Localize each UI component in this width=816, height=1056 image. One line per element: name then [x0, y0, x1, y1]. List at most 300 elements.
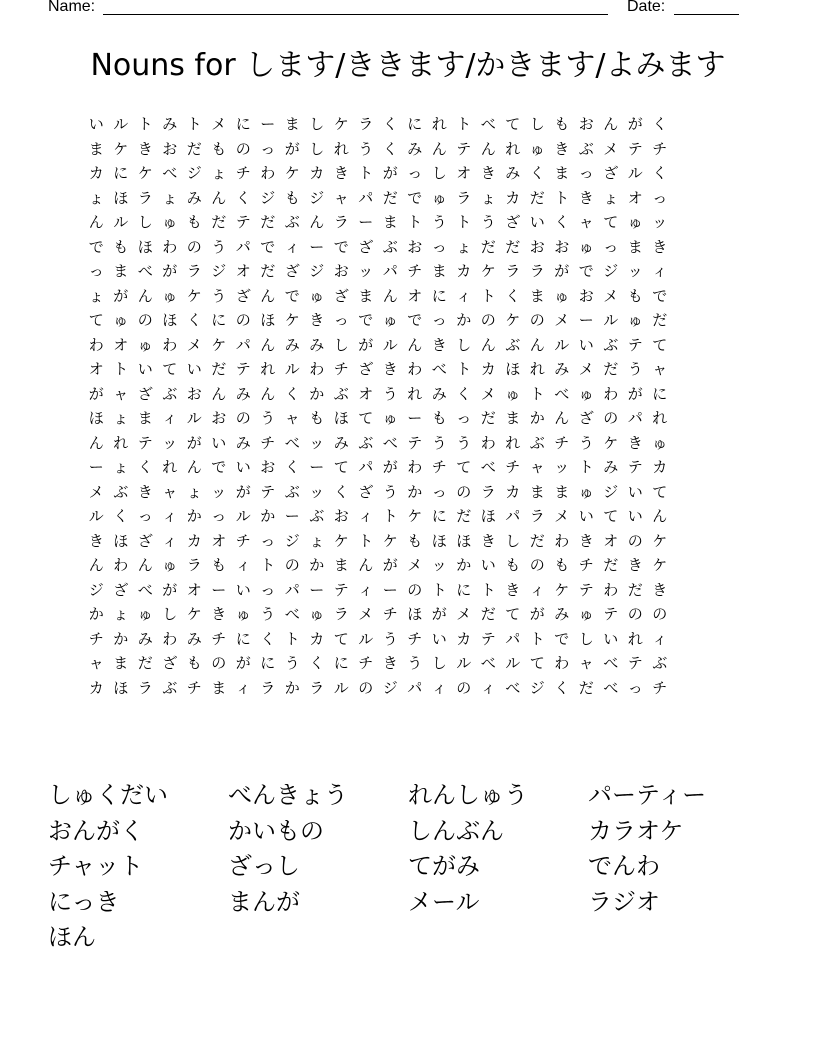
- grid-cell: ま: [529, 286, 545, 305]
- grid-cell: ジ: [529, 678, 545, 697]
- grid-cell: お: [260, 458, 276, 476]
- grid-cell: ト: [529, 629, 545, 648]
- grid-cell: れ: [162, 458, 178, 476]
- grid-cell: だ: [211, 213, 227, 231]
- grid-cell: オ: [211, 531, 227, 550]
- grid-cell: ー: [578, 311, 594, 329]
- grid-cell: ケ: [652, 556, 668, 574]
- grid-cell: メ: [456, 605, 472, 623]
- grid-cell: パ: [358, 188, 374, 207]
- grid-cell: か: [88, 605, 104, 623]
- grid-cell: て: [529, 654, 545, 672]
- grid-cell: ケ: [603, 433, 619, 452]
- grid-cell: テ: [627, 335, 643, 354]
- grid-cell: ま: [284, 115, 300, 133]
- grid-cell: の: [529, 556, 545, 574]
- grid-cell: れ: [407, 384, 423, 403]
- grid-cell: い: [211, 433, 227, 452]
- grid-cell: オ: [603, 531, 619, 550]
- grid-cell: ト: [554, 188, 570, 207]
- grid-cell: ん: [137, 286, 153, 305]
- grid-cell: も: [309, 409, 325, 427]
- grid-cell: ラ: [309, 678, 325, 697]
- grid-cell: ル: [456, 654, 472, 672]
- grid-cell: が: [162, 262, 178, 280]
- grid-cell: パ: [358, 458, 374, 476]
- grid-cell: テ: [260, 482, 276, 501]
- grid-cell: ざ: [578, 409, 594, 427]
- grid-cell: に: [431, 286, 447, 305]
- word-search-grid: [84, 112, 672, 700]
- grid-cell: ー: [358, 213, 374, 231]
- grid-cell: お: [186, 384, 202, 403]
- grid-cell: に: [235, 115, 251, 133]
- grid-cell: き: [652, 237, 668, 256]
- grid-cell: ト: [456, 360, 472, 378]
- grid-cell: ラ: [186, 556, 202, 574]
- grid-cell: ぶ: [284, 213, 300, 231]
- word-bank-item: まんが: [228, 887, 300, 916]
- grid-cell: メ: [211, 115, 227, 133]
- grid-cell: カ: [480, 360, 496, 378]
- grid-cell: き: [88, 531, 104, 550]
- grid-cell: で: [554, 629, 570, 648]
- grid-cell: か: [456, 556, 472, 574]
- grid-cell: ぶ: [578, 139, 594, 158]
- grid-cell: も: [554, 115, 570, 133]
- grid-cell: ル: [235, 507, 251, 525]
- grid-cell: の: [137, 311, 153, 329]
- grid-cell: ゅ: [309, 286, 325, 305]
- grid-cell: ル: [333, 678, 349, 697]
- grid-cell: ょ: [88, 188, 104, 207]
- grid-cell: う: [211, 286, 227, 305]
- grid-cell: く: [137, 458, 153, 476]
- grid-cell: ィ: [652, 629, 668, 648]
- grid-cell: ジ: [309, 262, 325, 280]
- grid-cell: ほ: [431, 531, 447, 550]
- grid-cell: チ: [211, 629, 227, 648]
- grid-cell: で: [358, 311, 374, 329]
- grid-cell: ざ: [505, 213, 521, 231]
- grid-cell: ほ: [113, 678, 129, 697]
- grid-cell: み: [186, 188, 202, 207]
- grid-cell: の: [358, 678, 374, 697]
- grid-cell: の: [627, 605, 643, 623]
- grid-cell: み: [309, 335, 325, 354]
- grid-cell: べ: [137, 580, 153, 599]
- grid-cell: テ: [480, 629, 496, 648]
- grid-cell: カ: [309, 164, 325, 182]
- grid-cell: ほ: [480, 507, 496, 525]
- grid-cell: ま: [113, 654, 129, 672]
- grid-cell: パ: [627, 409, 643, 427]
- grid-cell: が: [627, 115, 643, 133]
- grid-cell: ん: [652, 507, 668, 525]
- grid-cell: ィ: [358, 507, 374, 525]
- grid-cell: て: [652, 482, 668, 501]
- grid-cell: ジ: [211, 262, 227, 280]
- grid-cell: い: [603, 629, 619, 648]
- grid-cell: ト: [260, 556, 276, 574]
- grid-cell: も: [284, 188, 300, 207]
- grid-cell: チ: [186, 678, 202, 697]
- grid-cell: ル: [284, 360, 300, 378]
- grid-cell: ぶ: [309, 507, 325, 525]
- grid-cell: ゅ: [529, 139, 545, 158]
- grid-cell: テ: [235, 213, 251, 231]
- grid-cell: き: [505, 580, 521, 599]
- grid-cell: ん: [358, 556, 374, 574]
- grid-cell: ぶ: [382, 237, 398, 256]
- grid-cell: の: [652, 605, 668, 623]
- grid-cell: テ: [603, 605, 619, 623]
- grid-cell: か: [284, 678, 300, 697]
- grid-cell: て: [88, 311, 104, 329]
- grid-cell: ト: [284, 629, 300, 648]
- grid-cell: ケ: [333, 115, 349, 133]
- grid-cell: ー: [211, 580, 227, 599]
- grid-cell: ざ: [113, 580, 129, 599]
- grid-cell: ほ: [505, 360, 521, 378]
- grid-cell: の: [186, 237, 202, 256]
- grid-cell: ラ: [333, 605, 349, 623]
- grid-cell: し: [578, 629, 594, 648]
- grid-cell: が: [113, 286, 129, 305]
- grid-cell: ん: [603, 115, 619, 133]
- grid-cell: パ: [382, 262, 398, 280]
- grid-cell: っ: [578, 164, 594, 182]
- grid-cell: お: [529, 237, 545, 256]
- grid-cell: れ: [431, 115, 447, 133]
- grid-cell: っ: [333, 311, 349, 329]
- grid-cell: テ: [627, 458, 643, 476]
- grid-cell: っ: [431, 311, 447, 329]
- grid-cell: ん: [260, 286, 276, 305]
- grid-cell: い: [88, 115, 104, 133]
- grid-cell: み: [431, 384, 447, 403]
- word-bank-item: にっき: [48, 887, 120, 916]
- grid-cell: う: [382, 482, 398, 501]
- grid-cell: ゅ: [578, 482, 594, 501]
- grid-cell: ゅ: [554, 286, 570, 305]
- grid-cell: う: [627, 360, 643, 378]
- grid-cell: べ: [382, 433, 398, 452]
- grid-cell: ャ: [652, 360, 668, 378]
- grid-cell: わ: [113, 556, 129, 574]
- grid-cell: わ: [309, 360, 325, 378]
- grid-cell: ト: [113, 360, 129, 378]
- grid-cell: だ: [603, 556, 619, 574]
- grid-cell: く: [284, 458, 300, 476]
- grid-cell: き: [211, 605, 227, 623]
- grid-cell: が: [284, 139, 300, 158]
- grid-cell: ざ: [358, 482, 374, 501]
- grid-cell: ほ: [260, 311, 276, 329]
- grid-cell: ま: [88, 139, 104, 158]
- grid-cell: っ: [603, 237, 619, 256]
- grid-cell: カ: [88, 678, 104, 697]
- grid-cell: も: [505, 556, 521, 574]
- grid-cell: ケ: [652, 531, 668, 550]
- grid-cell: ジ: [603, 482, 619, 501]
- grid-cell: み: [186, 629, 202, 648]
- name-blank-line: [103, 14, 608, 15]
- grid-cell: く: [652, 164, 668, 182]
- grid-cell: ッ: [627, 262, 643, 280]
- grid-cell: の: [211, 654, 227, 672]
- grid-cell: く: [554, 678, 570, 697]
- grid-cell: わ: [407, 360, 423, 378]
- grid-cell: ー: [284, 507, 300, 525]
- grid-cell: も: [186, 213, 202, 231]
- grid-cell: が: [235, 654, 251, 672]
- grid-cell: ジ: [186, 164, 202, 182]
- grid-cell: ほ: [162, 311, 178, 329]
- grid-cell: ト: [480, 286, 496, 305]
- grid-cell: ざ: [235, 286, 251, 305]
- grid-cell: も: [407, 531, 423, 550]
- grid-cell: き: [382, 360, 398, 378]
- word-bank-item: てがみ: [408, 852, 480, 880]
- grid-cell: ぶ: [162, 678, 178, 697]
- grid-cell: て: [505, 605, 521, 623]
- grid-cell: が: [235, 482, 251, 501]
- grid-cell: ィ: [284, 237, 300, 256]
- grid-cell: ぶ: [603, 335, 619, 354]
- grid-cell: パ: [235, 335, 251, 354]
- grid-cell: の: [480, 311, 496, 329]
- grid-cell: い: [186, 360, 202, 378]
- grid-cell: て: [652, 335, 668, 354]
- grid-cell: き: [578, 531, 594, 550]
- grid-cell: に: [333, 654, 349, 672]
- grid-cell: く: [529, 164, 545, 182]
- word-bank-item: べんきょう: [228, 781, 348, 809]
- grid-cell: き: [137, 482, 153, 501]
- grid-cell: お: [554, 237, 570, 256]
- grid-cell: チ: [235, 531, 251, 550]
- grid-cell: い: [578, 507, 594, 525]
- grid-cell: だ: [480, 237, 496, 256]
- grid-cell: が: [382, 458, 398, 476]
- grid-cell: チ: [554, 433, 570, 452]
- grid-cell: ゅ: [505, 384, 521, 403]
- grid-cell: ざ: [358, 237, 374, 256]
- grid-cell: っ: [407, 164, 423, 182]
- word-bank-item: パーティー: [588, 781, 707, 809]
- grid-cell: ぶ: [358, 433, 374, 452]
- grid-cell: っ: [431, 237, 447, 256]
- grid-cell: し: [309, 115, 325, 133]
- grid-cell: ジ: [382, 678, 398, 697]
- grid-cell: き: [554, 139, 570, 158]
- grid-cell: パ: [505, 507, 521, 525]
- grid-cell: ャ: [578, 654, 594, 672]
- grid-cell: れ: [652, 409, 668, 427]
- grid-cell: で: [333, 237, 349, 256]
- grid-cell: ん: [480, 139, 496, 158]
- grid-cell: ざ: [162, 654, 178, 672]
- grid-cell: ほ: [456, 531, 472, 550]
- grid-cell: パ: [284, 580, 300, 599]
- grid-cell: て: [358, 409, 374, 427]
- grid-cell: し: [137, 213, 153, 231]
- grid-cell: か: [407, 482, 423, 501]
- grid-cell: ケ: [407, 507, 423, 525]
- grid-cell: ラ: [260, 678, 276, 697]
- grid-cell: う: [407, 654, 423, 672]
- grid-cell: っ: [260, 531, 276, 550]
- grid-cell: ッ: [162, 433, 178, 452]
- grid-cell: て: [505, 115, 521, 133]
- grid-cell: く: [113, 507, 129, 525]
- grid-cell: で: [652, 286, 668, 305]
- grid-cell: う: [480, 213, 496, 231]
- grid-cell: カ: [456, 262, 472, 280]
- grid-cell: ャ: [333, 188, 349, 207]
- grid-cell: チ: [333, 360, 349, 378]
- grid-cell: ん: [554, 409, 570, 427]
- grid-cell: み: [235, 433, 251, 452]
- grid-cell: う: [260, 409, 276, 427]
- grid-cell: ゅ: [162, 556, 178, 574]
- grid-cell: れ: [333, 139, 349, 158]
- grid-cell: メ: [88, 482, 104, 501]
- grid-cell: お: [578, 286, 594, 305]
- grid-cell: ケ: [113, 139, 129, 158]
- grid-cell: も: [554, 556, 570, 574]
- grid-cell: ト: [456, 213, 472, 231]
- grid-cell: メ: [407, 556, 423, 574]
- grid-cell: ィ: [529, 580, 545, 599]
- grid-cell: っ: [456, 409, 472, 427]
- grid-cell: ケ: [382, 531, 398, 550]
- grid-cell: わ: [162, 335, 178, 354]
- grid-cell: ん: [480, 335, 496, 354]
- grid-cell: ゅ: [578, 605, 594, 623]
- grid-cell: お: [333, 262, 349, 280]
- grid-cell: て: [333, 629, 349, 648]
- grid-cell: ラ: [358, 115, 374, 133]
- grid-cell: お: [211, 409, 227, 427]
- grid-cell: ラ: [529, 262, 545, 280]
- grid-cell: ー: [309, 237, 325, 256]
- grid-cell: っ: [88, 262, 104, 280]
- grid-cell: ィ: [235, 556, 251, 574]
- grid-cell: の: [235, 139, 251, 158]
- grid-cell: べ: [603, 654, 619, 672]
- grid-cell: ほ: [113, 531, 129, 550]
- grid-cell: ケ: [505, 311, 521, 329]
- grid-cell: ん: [211, 384, 227, 403]
- grid-cell: わ: [260, 164, 276, 182]
- grid-cell: か: [456, 311, 472, 329]
- grid-cell: き: [627, 433, 643, 452]
- grid-cell: く: [554, 213, 570, 231]
- grid-cell: く: [186, 311, 202, 329]
- grid-cell: ん: [260, 335, 276, 354]
- grid-cell: ま: [333, 556, 349, 574]
- grid-cell: か: [529, 409, 545, 427]
- grid-cell: べ: [554, 384, 570, 403]
- grid-cell: ル: [358, 629, 374, 648]
- grid-cell: か: [309, 556, 325, 574]
- grid-cell: ゅ: [309, 605, 325, 623]
- grid-cell: で: [578, 262, 594, 280]
- grid-cell: べ: [603, 678, 619, 697]
- grid-cell: で: [407, 188, 423, 207]
- grid-cell: だ: [456, 507, 472, 525]
- grid-cell: の: [627, 531, 643, 550]
- grid-cell: テ: [333, 580, 349, 599]
- grid-cell: ん: [407, 335, 423, 354]
- grid-cell: き: [480, 531, 496, 550]
- grid-cell: だ: [186, 139, 202, 158]
- grid-cell: ぶ: [162, 384, 178, 403]
- grid-cell: チ: [431, 458, 447, 476]
- grid-cell: に: [113, 164, 129, 182]
- grid-cell: ざ: [333, 286, 349, 305]
- grid-cell: し: [333, 335, 349, 354]
- grid-cell: い: [627, 507, 643, 525]
- grid-cell: ま: [358, 286, 374, 305]
- grid-cell: ラ: [456, 188, 472, 207]
- grid-cell: ゅ: [382, 409, 398, 427]
- grid-cell: の: [603, 409, 619, 427]
- grid-cell: カ: [186, 531, 202, 550]
- grid-cell: て: [456, 458, 472, 476]
- grid-cell: ょ: [211, 164, 227, 182]
- grid-cell: オ: [113, 335, 129, 354]
- grid-cell: ん: [382, 286, 398, 305]
- grid-cell: ル: [505, 654, 521, 672]
- grid-cell: れ: [505, 139, 521, 158]
- grid-cell: て: [603, 213, 619, 231]
- grid-cell: ん: [309, 213, 325, 231]
- grid-cell: ー: [309, 458, 325, 476]
- grid-cell: ゅ: [627, 311, 643, 329]
- grid-cell: う: [431, 213, 447, 231]
- grid-cell: か: [186, 507, 202, 525]
- grid-cell: わ: [480, 433, 496, 452]
- grid-cell: れ: [260, 360, 276, 378]
- grid-cell: も: [186, 654, 202, 672]
- grid-cell: ラ: [186, 262, 202, 280]
- grid-cell: み: [407, 139, 423, 158]
- word-bank: [48, 778, 768, 956]
- grid-cell: が: [431, 605, 447, 623]
- grid-cell: の: [284, 556, 300, 574]
- grid-cell: い: [137, 360, 153, 378]
- grid-cell: オ: [88, 360, 104, 378]
- grid-cell: ャ: [113, 384, 129, 403]
- grid-cell: ま: [211, 678, 227, 697]
- grid-cell: ょ: [456, 237, 472, 256]
- grid-cell: ゅ: [652, 433, 668, 452]
- grid-cell: ル: [554, 335, 570, 354]
- grid-cell: メ: [554, 311, 570, 329]
- grid-cell: み: [235, 384, 251, 403]
- grid-cell: オ: [358, 384, 374, 403]
- grid-cell: メ: [578, 360, 594, 378]
- grid-cell: ん: [260, 384, 276, 403]
- grid-cell: ゅ: [113, 311, 129, 329]
- grid-cell: べ: [137, 262, 153, 280]
- grid-cell: カ: [652, 458, 668, 476]
- grid-cell: ル: [113, 115, 129, 133]
- grid-cell: に: [235, 629, 251, 648]
